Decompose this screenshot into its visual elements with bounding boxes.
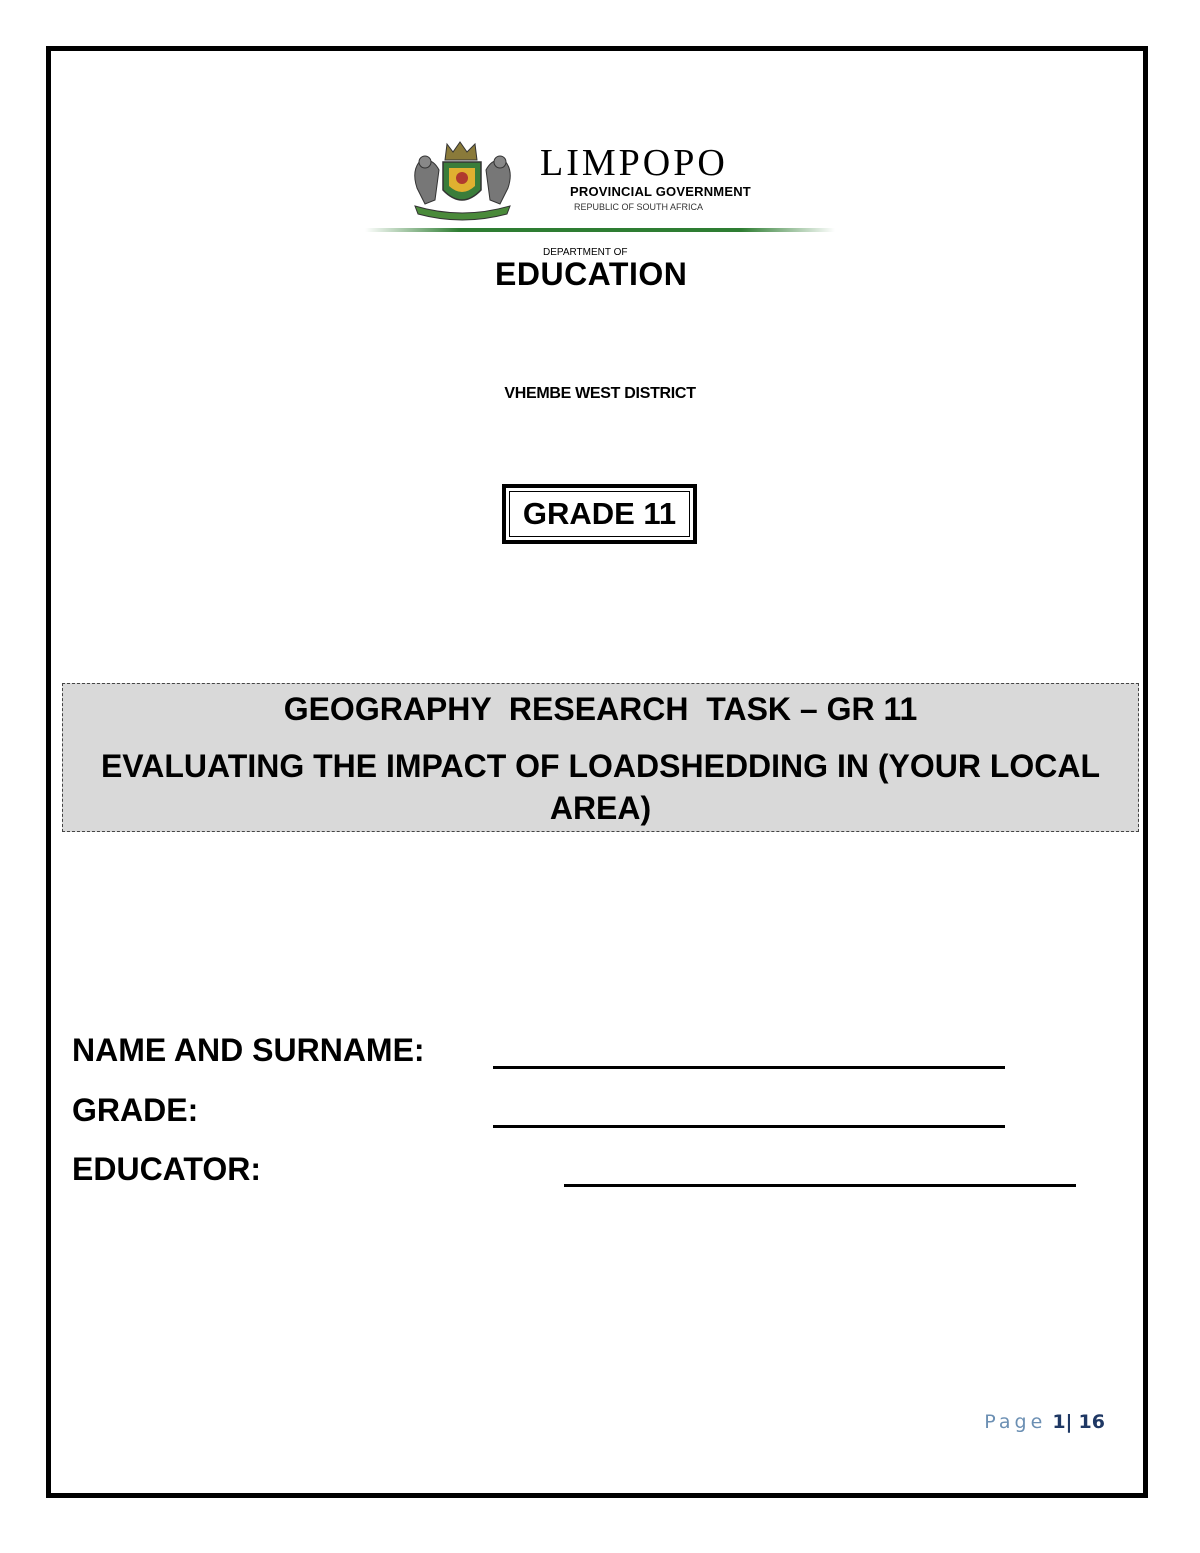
dept-prefix: DEPARTMENT OF <box>543 247 628 258</box>
logo-country: REPUBLIC OF SOUTH AFRICA <box>574 202 704 212</box>
dept-name: EDUCATION <box>495 256 688 292</box>
logo-divider <box>365 228 835 232</box>
name-label: NAME AND SURNAME: <box>72 1032 425 1068</box>
task-title: GEOGRAPHY RESEARCH TASK – GR 11 <box>283 691 918 727</box>
coat-of-arms-icon <box>405 140 520 222</box>
grade-badge <box>502 484 697 544</box>
page-label: Page <box>984 1411 1047 1433</box>
grade-label: GRADE: <box>72 1092 199 1128</box>
name-field-line[interactable] <box>493 1066 1005 1069</box>
task-subtitle: EVALUATING THE IMPACT OF LOADSHEDDING IN (YOUR LOCAL AREA) <box>100 748 1101 826</box>
title-banner <box>62 683 1139 832</box>
page-current: 1 <box>1052 1411 1066 1433</box>
grade-field-line[interactable] <box>493 1125 1005 1128</box>
page-number <box>984 1411 1105 1433</box>
page-total: 16 <box>1078 1411 1105 1433</box>
educator-label: EDUCATOR: <box>72 1151 262 1187</box>
logo-title: LIMPOPO <box>540 142 728 184</box>
logo-subtitle: PROVINCIAL GOVERNMENT <box>570 184 751 199</box>
educator-field-line[interactable] <box>564 1184 1076 1187</box>
grade-badge-label: GRADE 11 <box>509 491 690 537</box>
district-name: VHEMBE WEST DISTRICT <box>504 385 696 402</box>
page-separator: | <box>1065 1411 1073 1433</box>
